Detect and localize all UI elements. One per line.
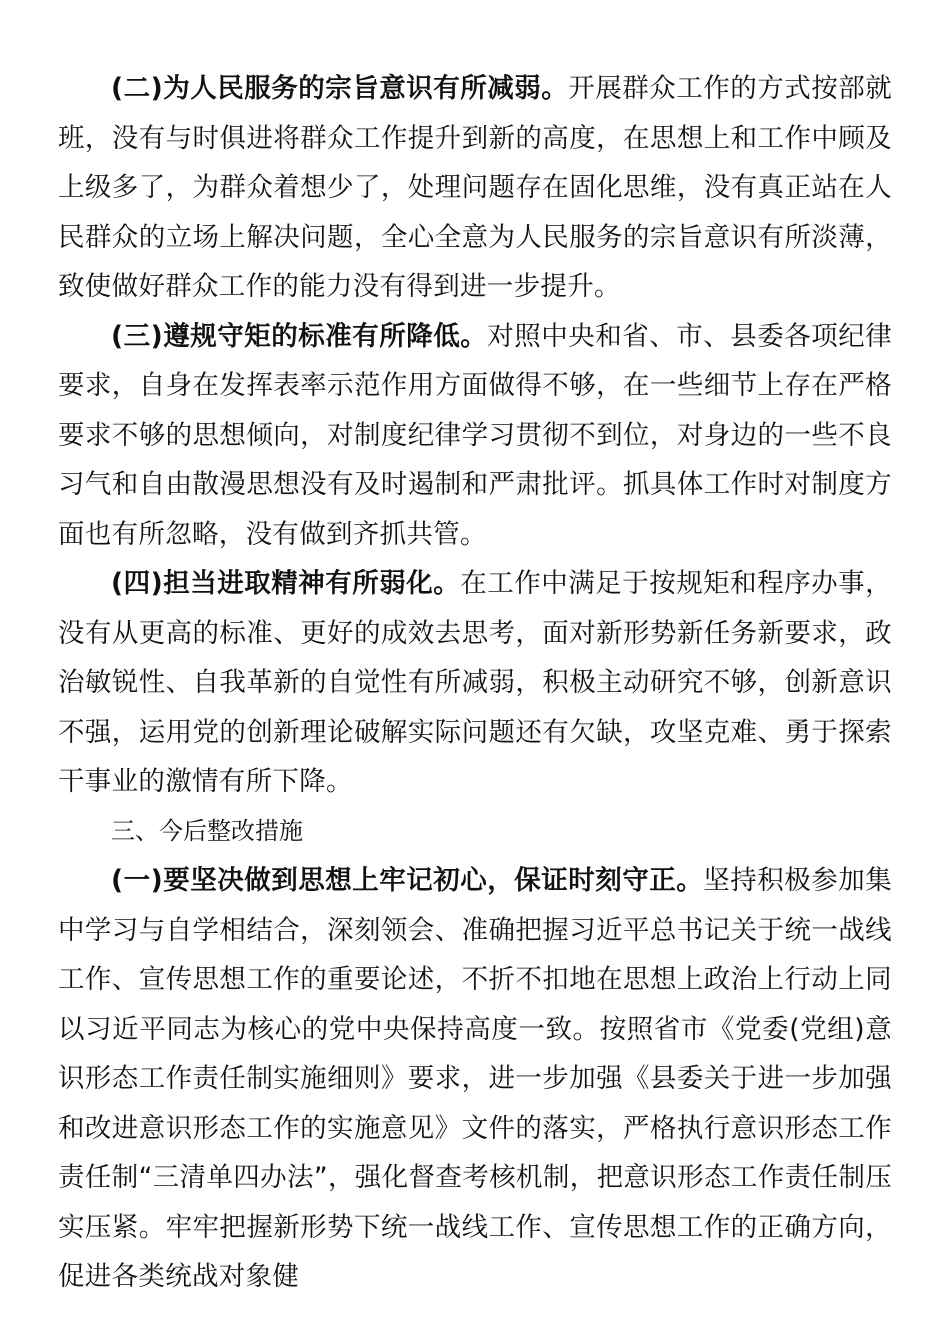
paragraph-body: 在工作中满足于按规矩和程序办事，没有从更高的标准、更好的成效去思考，面对新形势新任务新要求，政治敏锐性、自我革新的自觉性有所减弱，积极主动研究不够，创新意识不强，运用党的创新理论破解实际问题还有欠缺，攻坚克难、勇于探索干事业的激情有所下降。 <box>58 568 892 797</box>
paragraph-body: 对照中央和省、市、县委各项纪律要求，自身在发挥表率示范作用方面做得不够，在一些细节上存在严格要求不够的思想倾向，对制度纪律学习贯彻不到位，对身边的一些不良习气和自由散漫思想没有及时遏制和严肃批评。抓具体工作时对制度方面也有所忽略，没有做到齐抓共管。 <box>58 320 893 550</box>
paragraph-body: 开展群众工作的方式按部就班，没有与时俱进将群众工作提升到新的高度，在思想上和工作中顾及上级多了，为群众着想少了，处理问题存在固化思维，没有真正站在人民群众的立场上解决问题，全心全意为人民服务的宗旨意识有所淡薄，致使做好群众工作的能力没有得到进一步提升。 <box>58 73 892 302</box>
paragraph-lead: (四)担当进取精神有所弱化。 <box>111 568 461 599</box>
paragraph-item-3 <box>58 312 892 560</box>
paragraph-lead: (三)遵规守矩的标准有所降低。 <box>111 320 488 352</box>
paragraph-lead: (二)为人民服务的宗旨意识有所减弱。 <box>111 73 569 104</box>
paragraph-body: 坚持积极参加集中学习与自学相结合，深刻领会、准确把握习近平总书记关于统一战线工作、宣传思想工作的重要论述，不折不扣地在思想上政治上行动上同以习近平同志为核心的党中央保持高度一致。按照省市《党委(党组)意识形态工作责任制实施细则》要求，进一步加强《县委关于进一步加强和改进意识形态工作的实施意见》文件的落实，严格执行意识形态工作责任制“三清单四办法”，强化督查考核机制，把意识形态工作责任制压实压紧。牢牢把握新形势下统一战线工作、宣传思想工作的正确方向，促进各类统战对象健 <box>58 865 892 1292</box>
paragraph-item-2 <box>58 64 892 312</box>
paragraph-lead: (一)要坚决做到思想上牢记初心，保证时刻守正。 <box>111 865 704 896</box>
paragraph-item-4 <box>58 559 892 807</box>
section-heading: 三、今后整改措施 <box>111 816 303 845</box>
paragraph-measure-1 <box>58 856 892 1302</box>
document-page <box>58 64 892 1302</box>
